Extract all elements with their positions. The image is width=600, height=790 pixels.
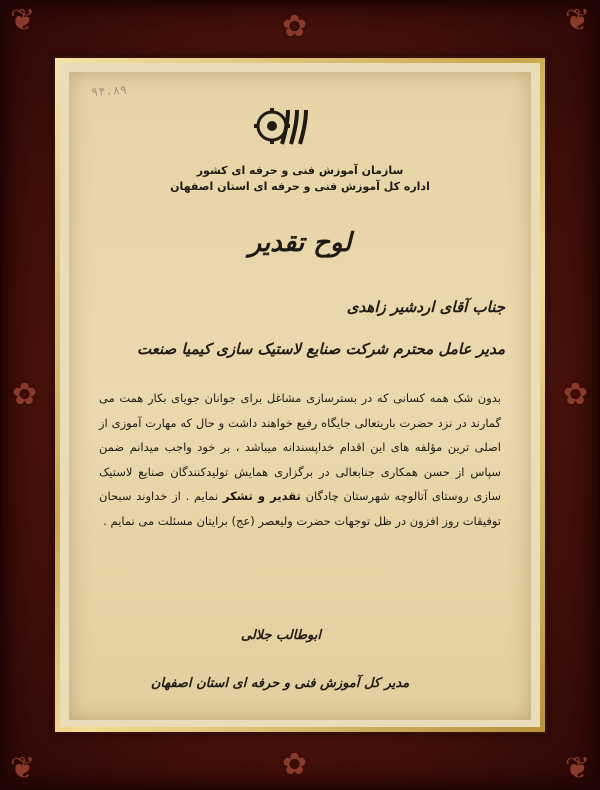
body-text-part2: نمایم . از خداوند سبحان توفیقات روز افزون در ظل توجهات حضرت ولیعصر (عج) برایتان مسئلت می نمایم . (99, 489, 501, 528)
organization-logo-icon (254, 104, 310, 154)
certificate-paper (69, 72, 531, 720)
addressee-name: جناب آقای اردشیر زاهدی (346, 298, 505, 316)
signatory-name: ابوطالب جلالی (240, 628, 321, 643)
organization-department: اداره کل آموزش فنی و حرفه ای استان اصفهان (170, 180, 430, 193)
addressee-role: مدیر عامل محترم شرکت صنایع لاستیک سازی کیمیا صنعت (137, 340, 505, 358)
corner-ornament-icon: ❦ (564, 3, 590, 38)
body-text-emphasis: تقدیر و تشکر (222, 489, 301, 504)
edge-ornament-icon: ✿ (282, 747, 308, 782)
edge-ornament-icon: ✿ (12, 377, 38, 412)
corner-ornament-icon: ❦ (564, 751, 590, 786)
certificate-body (99, 386, 501, 534)
organization-name: سازمان آموزش فنی و حرفه ای کشور (196, 164, 404, 177)
certificate-title: لوح تقدیر (248, 228, 352, 258)
corner-ornament-icon: ❦ (10, 3, 36, 38)
corner-ornament-icon: ❦ (10, 751, 36, 786)
reference-note: ۹۴،۸۹ (90, 82, 128, 100)
edge-ornament-icon: ✿ (282, 9, 308, 44)
edge-ornament-icon: ✿ (562, 377, 588, 412)
signatory-title: مدیر کل آموزش فنی و حرفه ای استان اصفهان (150, 676, 410, 691)
body-text-part1: بدون شک همه کسانی که در بسترسازی مشاغل برای جوانان جویای بکار همت می گمارند در نزد حضرت باریتعالی جایگاه رفیع خواهند داشت و حال که مهارت آموزی از اصلی ترین مؤلفه های این اقدام خداپسندانه میباشد ، بر خود واجب میدانم ضمن سپاس از حسن همکاری جنابعالی در برگزاری همایش تولیدکنندگان صنایع لاستیک سازی روستای آتالوچه شهرستان چادگان (99, 391, 502, 504)
